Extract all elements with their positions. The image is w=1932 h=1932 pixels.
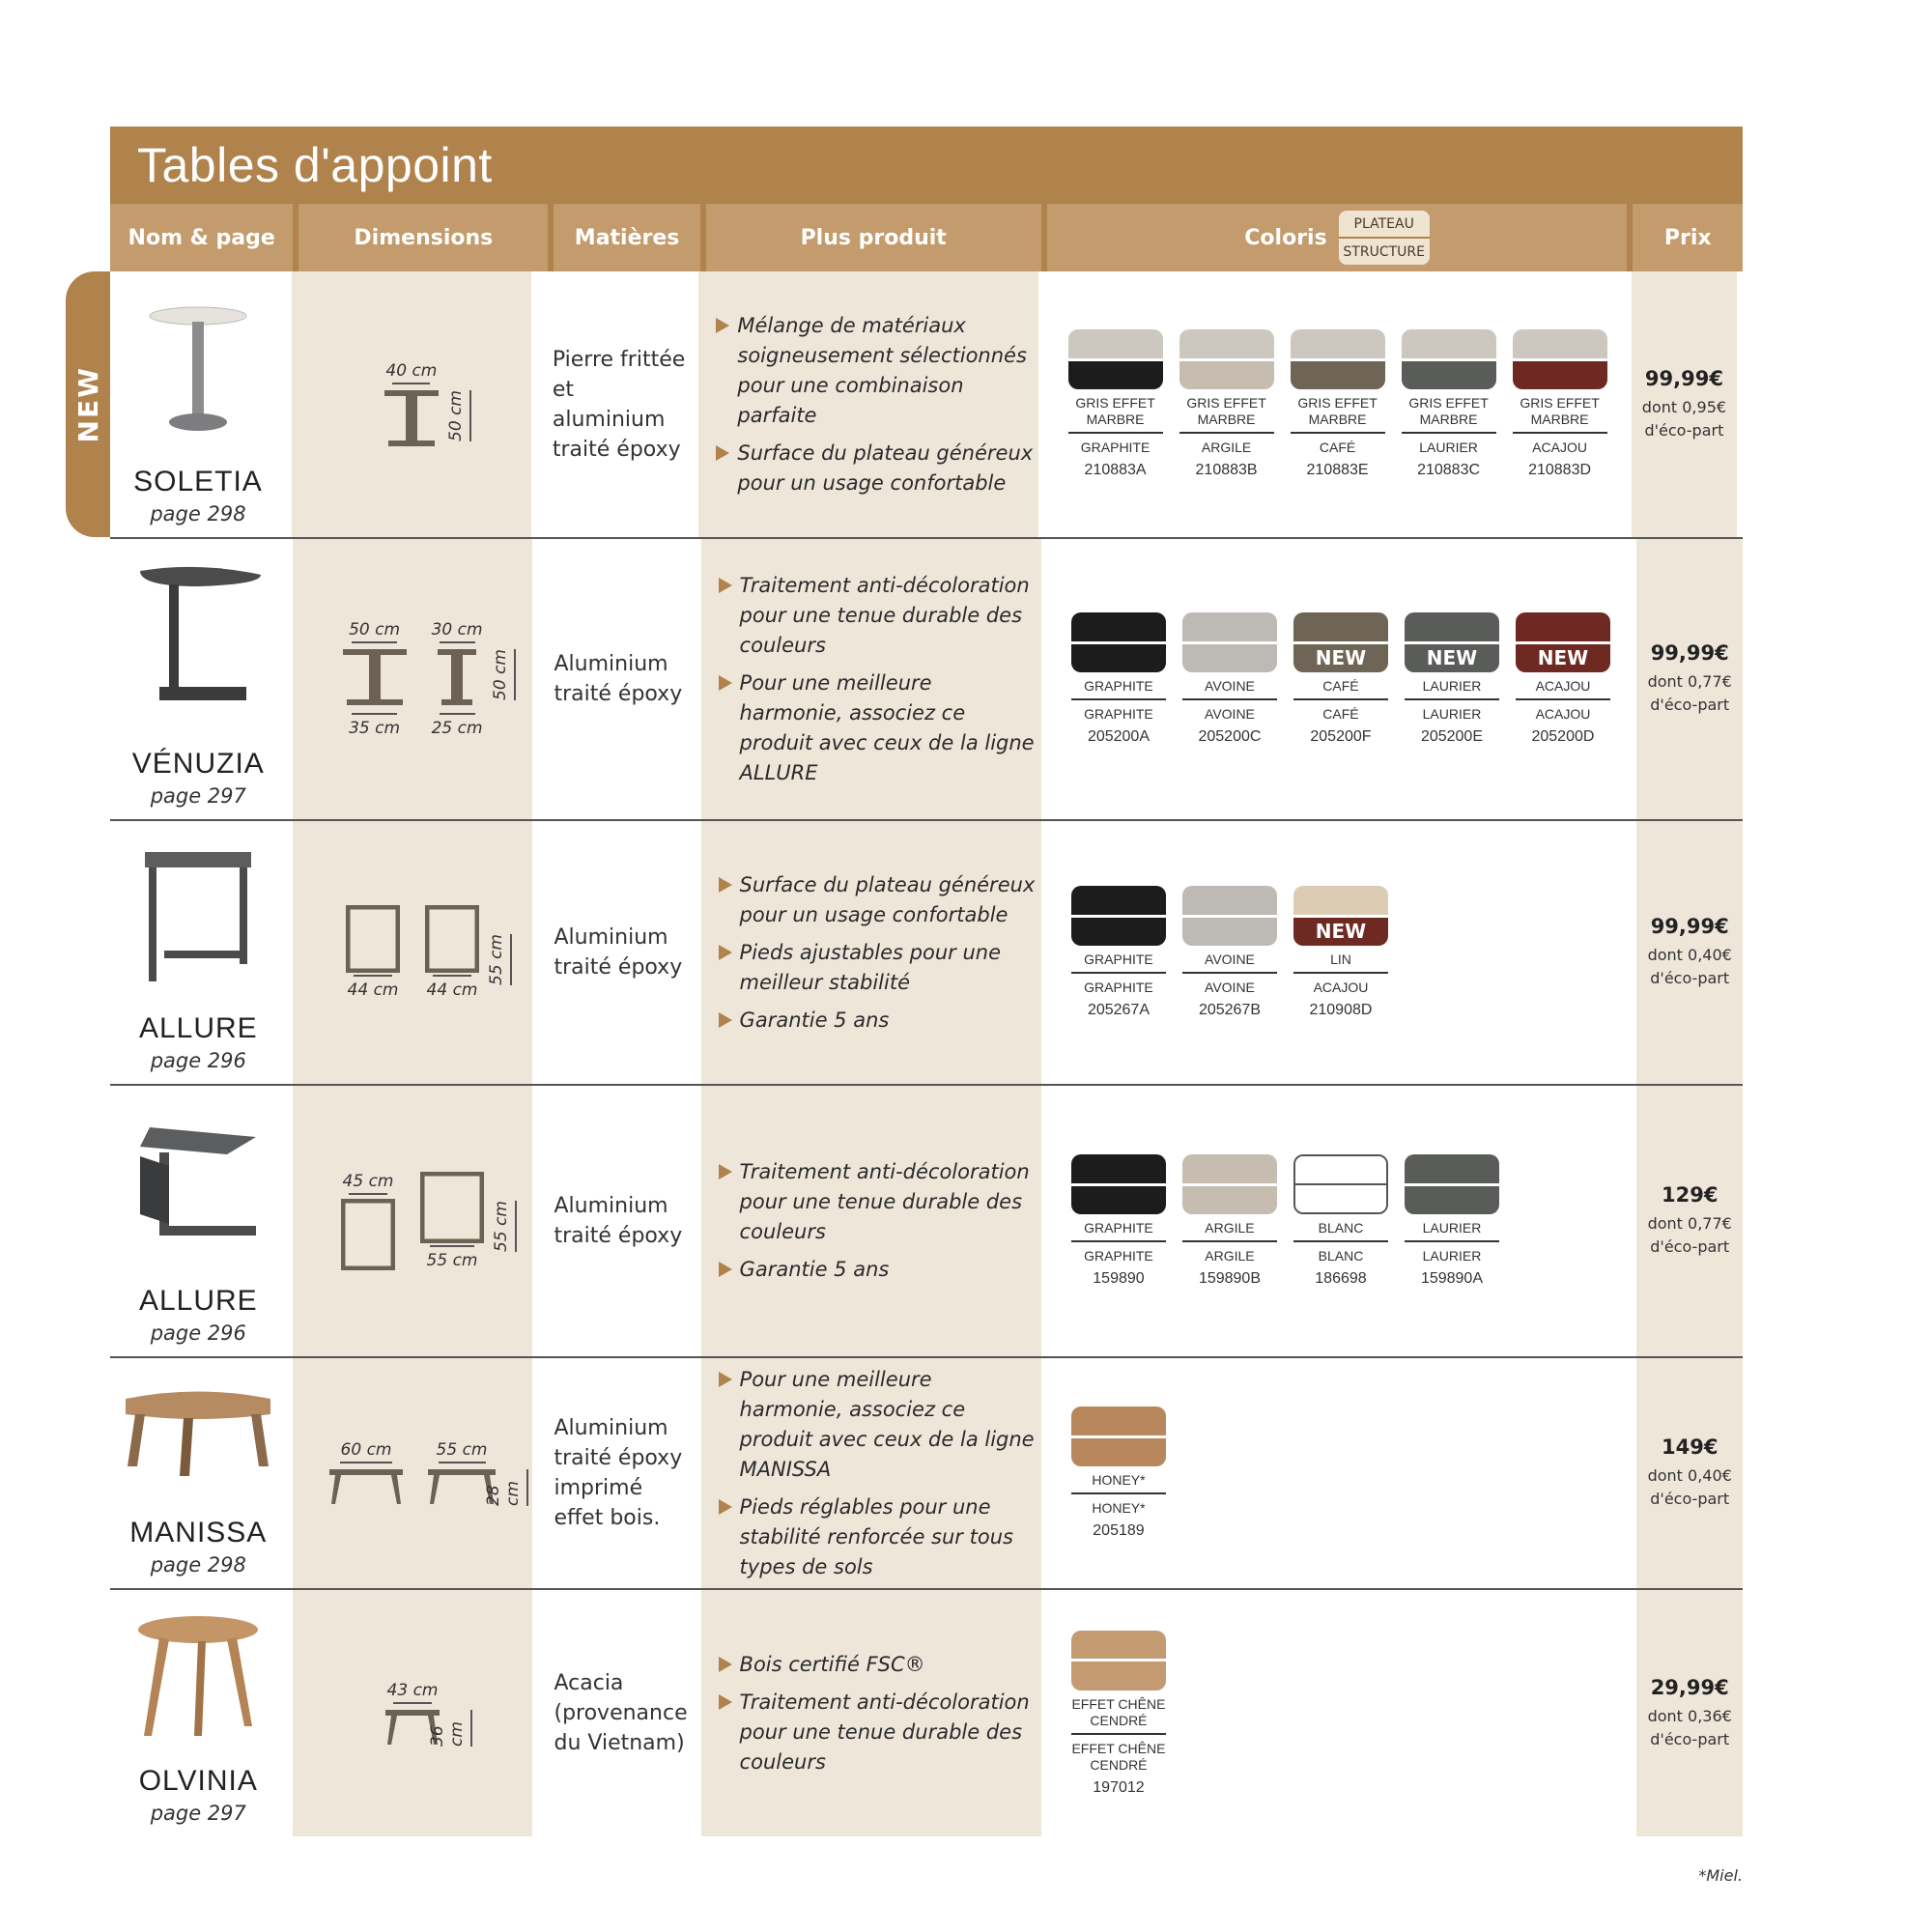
colors-cell: [1047, 821, 1631, 1084]
color-chip: [1405, 1154, 1499, 1214]
structure-color: BLANC: [1318, 1248, 1364, 1264]
width-label: 43 cm: [386, 1680, 439, 1700]
product-reference: 205189: [1093, 1522, 1145, 1539]
color-chip: NEW: [1293, 612, 1388, 672]
product-name: MANISSA: [129, 1517, 268, 1548]
width-label: 60 cm: [340, 1440, 392, 1460]
color-chip: NEW: [1516, 612, 1610, 672]
triangle-bullet-icon: [719, 1499, 732, 1515]
width-label: 45 cm: [342, 1172, 394, 1191]
dimensions-cell: [293, 539, 533, 819]
color-chip: NEW: [1293, 886, 1388, 946]
price-cell: [1636, 821, 1743, 1084]
plateau-color: GRIS EFFET MARBRE: [1402, 389, 1496, 434]
plus-cell: [698, 271, 1037, 537]
triangle-bullet-icon: [719, 1262, 732, 1277]
color-chip: [1071, 612, 1166, 672]
width-label: 40 cm: [385, 360, 438, 381]
dimension-figure: [428, 1440, 524, 1506]
plateau-color: LAURIER: [1405, 672, 1499, 700]
eco-part: dont 0,36€ d'éco-part: [1647, 1706, 1732, 1748]
triangle-bullet-icon: [719, 1657, 732, 1672]
color-swatch: [1516, 612, 1610, 746]
color-chip: [1182, 1154, 1277, 1214]
plateau-color: ACAJOU: [1516, 672, 1610, 700]
product-image: [110, 271, 286, 466]
color-swatch: [1293, 1154, 1388, 1288]
width-label: 50 cm: [349, 620, 401, 639]
product-reference: 159890: [1093, 1270, 1145, 1287]
color-swatch: [1513, 329, 1607, 479]
page-title: Tables d'appoint: [110, 127, 1743, 204]
header-name: Nom & page: [110, 204, 293, 271]
product-name: ALLURE: [138, 1285, 258, 1317]
material-cell: Aluminium traité époxy: [554, 1194, 683, 1248]
colors-cell: [1047, 539, 1631, 819]
price-amount: 99,99€: [1644, 366, 1723, 390]
price-amount: 99,99€: [1650, 915, 1729, 938]
plus-cell: [701, 1086, 1041, 1356]
plus-cell: [701, 1358, 1041, 1588]
plateau-color: HONEY*: [1071, 1466, 1166, 1494]
triangle-bullet-icon: [719, 1164, 732, 1179]
price-amount: 149€: [1661, 1435, 1719, 1459]
table-row: [110, 1086, 1743, 1358]
plateau-color: GRAPHITE: [1071, 672, 1166, 700]
triangle-bullet-icon: [716, 445, 729, 461]
product-reference: 205200D: [1531, 728, 1595, 745]
table-header: [110, 204, 1743, 271]
colors-cell: [1044, 271, 1626, 537]
colors-cell: [1047, 1590, 1631, 1836]
plateau-label: PLATEAU: [1339, 211, 1430, 239]
structure-color: ACAJOU: [1535, 706, 1591, 722]
table-row: [71, 271, 1743, 539]
triangle-bullet-icon: [719, 578, 732, 593]
material-cell: Aluminium traité époxy imprimé effet bois.: [554, 1416, 683, 1530]
plateau-color: AVOINE: [1182, 946, 1277, 974]
plus-bullet: Traitement anti-décoloration pour une tenue durable des couleurs: [719, 1688, 1041, 1777]
product-reference: 205200A: [1087, 728, 1150, 745]
plateau-color: GRIS EFFET MARBRE: [1291, 389, 1385, 434]
product-reference: 205267A: [1087, 1002, 1150, 1018]
product-name: OLVINIA: [138, 1765, 258, 1797]
product-table: [71, 127, 1743, 1836]
price-cell: [1632, 271, 1737, 537]
eco-part: dont 0,77€ d'éco-part: [1647, 1214, 1732, 1256]
footnote: *Miel.: [1698, 1866, 1743, 1885]
structure-color: GRAPHITE: [1084, 980, 1153, 995]
dimension-figure: [329, 1440, 403, 1506]
product-reference: 205200F: [1310, 728, 1372, 745]
material-cell: Aluminium traité époxy: [554, 925, 683, 980]
plus-cell: [701, 821, 1041, 1084]
color-chip: [1293, 1154, 1388, 1214]
structure-color: ARGILE: [1201, 440, 1252, 455]
color-swatch: [1405, 612, 1499, 746]
plus-bullet: Traitement anti-décoloration pour une tenue durable des couleurs: [719, 1157, 1041, 1247]
color-chip: [1513, 329, 1607, 389]
price-cell: [1636, 539, 1743, 819]
table-row: [110, 1590, 1743, 1836]
color-swatch: [1182, 1154, 1277, 1288]
height-label: 55 cm: [492, 1201, 517, 1252]
header-materials: Matières: [554, 204, 699, 271]
structure-color: GRAPHITE: [1084, 706, 1153, 722]
product-page: page 296: [150, 1321, 246, 1345]
product-image: [110, 1590, 287, 1765]
structure-color: ACAJOU: [1313, 980, 1369, 995]
color-swatch: [1071, 1406, 1166, 1540]
plus-bullet: Garantie 5 ans: [719, 1006, 890, 1036]
product-reference: 205200E: [1420, 728, 1483, 745]
name-cell: [110, 271, 286, 537]
color-chip: [1071, 1631, 1166, 1690]
plus-cell: [701, 1590, 1041, 1836]
plateau-color: GRIS EFFET MARBRE: [1513, 389, 1607, 434]
color-swatch: [1402, 329, 1496, 479]
table-body: [71, 271, 1743, 1836]
header-plus: Plus produit: [706, 204, 1041, 271]
product-name: VÉNUZIA: [131, 748, 265, 780]
product-reference: 159890A: [1420, 1270, 1483, 1287]
price-cell: [1636, 1086, 1743, 1356]
product-reference: 210908D: [1309, 1002, 1373, 1018]
color-swatch: [1071, 1154, 1166, 1288]
height-label: 50 cm: [446, 390, 471, 441]
structure-color: LAURIER: [1419, 440, 1478, 455]
structure-color: EFFET CHÊNE CENDRÉ: [1071, 1740, 1166, 1773]
plateau-color: ARGILE: [1182, 1214, 1277, 1242]
dimension-figure: [343, 620, 407, 738]
product-image: [110, 539, 287, 748]
price-cell: [1636, 1358, 1743, 1588]
plus-bullet: Pieds ajustables pour une meilleur stabilité: [719, 938, 1041, 998]
product-reference: 210883E: [1306, 462, 1369, 478]
plateau-color: CAFÉ: [1293, 672, 1388, 700]
plus-bullet: Pour une meilleure harmonie, associez ce produit avec ceux de la ligne MANISSA: [719, 1365, 1041, 1485]
table-row: [110, 539, 1743, 821]
eco-part: dont 0,40€ d'éco-part: [1647, 1466, 1732, 1508]
structure-color: LAURIER: [1422, 1248, 1482, 1264]
plus-bullet: Pieds réglables pour une stabilité renforcée sur tous types de sols: [719, 1492, 1041, 1582]
product-page: page 298: [150, 1553, 246, 1577]
base-label: 25 cm: [431, 719, 483, 738]
price-amount: 29,99€: [1650, 1675, 1729, 1699]
color-chip: [1071, 1406, 1166, 1466]
material-cell: Pierre frittée et aluminium traité époxy: [552, 347, 686, 462]
product-image: [110, 821, 287, 1012]
product-reference: 210883D: [1528, 462, 1592, 478]
name-cell: [110, 1086, 287, 1356]
color-swatch: [1291, 329, 1385, 479]
width-label: 55 cm: [436, 1440, 488, 1460]
dimension-figure: [431, 620, 510, 738]
name-cell: [110, 821, 287, 1084]
structure-color: AVOINE: [1205, 980, 1255, 995]
price-amount: 99,99€: [1650, 641, 1729, 665]
colors-cell: [1047, 1358, 1631, 1588]
colors-cell: [1047, 1086, 1631, 1356]
product-reference: 205200C: [1198, 728, 1262, 745]
plateau-color: LIN: [1293, 946, 1388, 974]
structure-color: GRAPHITE: [1084, 1248, 1153, 1264]
color-chip: [1071, 886, 1166, 946]
dimensions-cell: [293, 1358, 533, 1588]
product-name: SOLETIA: [133, 466, 263, 497]
name-cell: [110, 1358, 287, 1588]
product-reference: 159890B: [1198, 1270, 1261, 1287]
base-label: 35 cm: [349, 719, 401, 738]
dimensions-cell: [293, 1590, 533, 1836]
eco-part: dont 0,95€ d'éco-part: [1641, 397, 1727, 440]
color-swatch: [1179, 329, 1274, 479]
plus-cell: [701, 539, 1041, 819]
color-chip: [1182, 612, 1277, 672]
color-swatch: [1071, 612, 1166, 746]
new-badge-label: NEW: [71, 365, 104, 443]
product-page: page 296: [150, 1049, 246, 1072]
color-swatch: [1293, 612, 1388, 746]
plus-bullet: Pour une meilleure harmonie, associez ce produit avec ceux de la ligne ALLURE: [719, 668, 1041, 788]
color-swatch: [1071, 886, 1166, 1019]
name-cell: [110, 1590, 287, 1836]
dimension-figure: [385, 1680, 468, 1747]
eco-part: dont 0,77€ d'éco-part: [1647, 672, 1732, 714]
color-swatch: [1071, 1631, 1166, 1797]
structure-color: CAFÉ: [1322, 706, 1359, 722]
color-swatch: [1182, 612, 1277, 746]
product-reference: 210883B: [1195, 462, 1258, 478]
height-label: 55 cm: [487, 934, 512, 985]
plateau-color: EFFET CHÊNE CENDRÉ: [1071, 1690, 1166, 1735]
eco-part: dont 0,40€ d'éco-part: [1647, 946, 1732, 987]
new-badge: [66, 271, 110, 537]
product-name: ALLURE: [138, 1012, 258, 1044]
price-amount: 129€: [1661, 1183, 1719, 1207]
color-chip: [1071, 1154, 1166, 1214]
plateau-color: GRIS EFFET MARBRE: [1068, 389, 1163, 434]
dimensions-cell: [292, 271, 531, 537]
plus-bullet: Mélange de matériaux soigneusement sélectionnés pour une combinaison parfaite: [716, 311, 1037, 431]
color-chip: NEW: [1405, 612, 1499, 672]
color-swatch: [1405, 1154, 1499, 1288]
plus-bullet: Traitement anti-décoloration pour une tenue durable des couleurs: [719, 571, 1041, 661]
dimension-figure: [341, 1172, 395, 1270]
color-chip: [1179, 329, 1274, 389]
product-reference: 210883A: [1084, 462, 1147, 478]
triangle-bullet-icon: [719, 945, 732, 960]
triangle-bullet-icon: [719, 1372, 732, 1387]
structure-label: STRUCTURE: [1343, 243, 1425, 260]
product-page: page 298: [150, 502, 246, 526]
product-page: page 297: [150, 784, 246, 808]
dimensions-cell: 45 cm 55 cm 55 cm: [293, 1086, 533, 1356]
structure-color: AVOINE: [1205, 706, 1255, 722]
structure-color: HONEY*: [1092, 1500, 1146, 1516]
triangle-bullet-icon: [719, 1694, 732, 1710]
color-chip: [1182, 886, 1277, 946]
structure-color: ARGILE: [1205, 1248, 1255, 1264]
plateau-color: GRAPHITE: [1071, 946, 1166, 974]
color-chip: [1068, 329, 1163, 389]
product-reference: 210883C: [1417, 462, 1481, 478]
plateau-structure-key: [1339, 211, 1430, 265]
table-row: [110, 821, 1743, 1086]
color-swatch: [1293, 886, 1388, 1019]
structure-color: GRAPHITE: [1080, 440, 1151, 455]
price-cell: [1636, 1590, 1743, 1836]
plateau-color: GRIS EFFET MARBRE: [1179, 389, 1274, 434]
plus-bullet: Garantie 5 ans: [719, 1255, 890, 1285]
product-reference: 197012: [1093, 1778, 1145, 1796]
table-row: [110, 1358, 1743, 1590]
product-image: [110, 1358, 287, 1517]
name-cell: [110, 539, 287, 819]
plus-bullet: Bois certifié FSC®: [719, 1650, 925, 1680]
material-cell: Acacia (provenance du Vietnam): [554, 1671, 688, 1755]
material-cell: Aluminium traité époxy: [554, 652, 683, 706]
color-chip: [1291, 329, 1385, 389]
product-reference: 186698: [1315, 1270, 1367, 1287]
color-swatch: [1068, 329, 1163, 479]
header-colors-label: Coloris: [1244, 225, 1327, 250]
triangle-bullet-icon: [719, 1012, 732, 1028]
width-label: 30 cm: [431, 620, 483, 639]
plus-bullet: Surface du plateau généreux pour un usage confortable: [716, 439, 1037, 498]
plateau-color: BLANC: [1293, 1214, 1388, 1242]
height-label: 28 cm: [484, 1469, 528, 1506]
color-swatch: [1182, 886, 1277, 1019]
dimension-figure: [384, 360, 466, 448]
plateau-color: AVOINE: [1182, 672, 1277, 700]
structure-color: CAFÉ: [1319, 440, 1356, 455]
product-image: [110, 1086, 287, 1285]
triangle-bullet-icon: [719, 675, 732, 691]
header-dimensions: Dimensions: [298, 204, 548, 271]
product-reference: 205267B: [1198, 1002, 1261, 1018]
structure-color: ACAJOU: [1532, 440, 1587, 455]
triangle-bullet-icon: [719, 877, 732, 893]
plateau-color: LAURIER: [1405, 1214, 1499, 1242]
plateau-color: GRAPHITE: [1071, 1214, 1166, 1242]
triangle-bullet-icon: [716, 318, 729, 333]
structure-color: LAURIER: [1422, 706, 1482, 722]
dimensions-cell: 44 cm 44 cm 55 cm: [293, 821, 533, 1084]
height-label: 50 cm: [491, 649, 516, 700]
header-price: Prix: [1633, 204, 1743, 271]
color-chip: [1402, 329, 1496, 389]
plus-bullet: Surface du plateau généreux pour un usage confortable: [719, 870, 1041, 930]
product-page: page 297: [150, 1802, 246, 1825]
header-colors: [1047, 204, 1628, 271]
height-label: 36 cm: [428, 1710, 472, 1747]
